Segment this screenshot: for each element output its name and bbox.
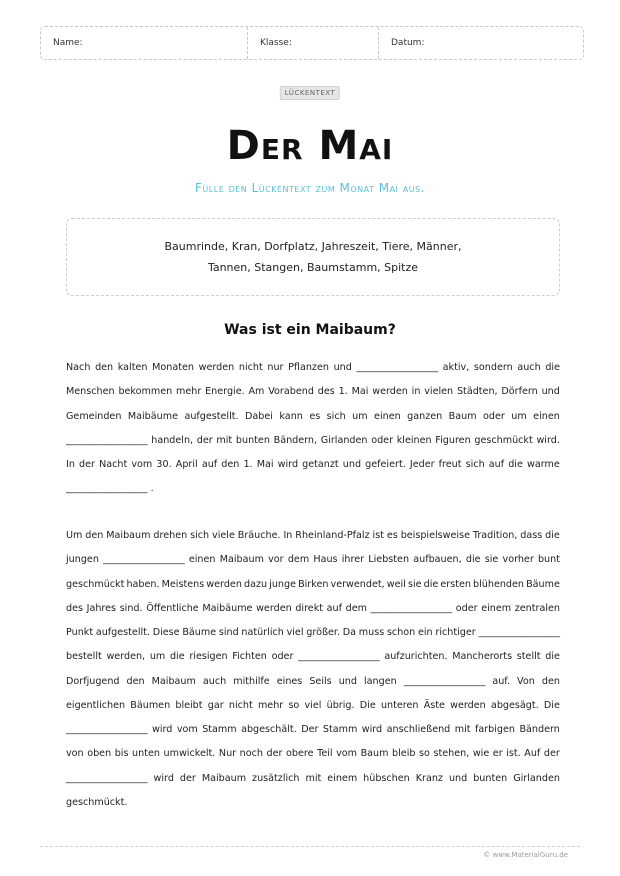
- datum-field[interactable]: [379, 27, 583, 59]
- text-line: Dorfjugend den Maibaum auch mithilfe eines Seils und langen _________________ auf. Von den: [66, 675, 560, 687]
- text-line: Menschen bekommen mehr Energie. Am Vorabend des 1. Mai werden in vielen Städten, Dörfern und: [66, 386, 560, 398]
- text-line: jungen _________________ einen Maibaum vor dem Haus ihrer Liebsten aufbauen, die sie vorher bunt: [66, 554, 560, 566]
- datum-label: Datum:: [391, 38, 425, 48]
- footer-divider: [40, 846, 580, 847]
- text-line: eigentlichen Bäumen bleibt gar nicht mehr so viel übrig. Die unteren Äste werden abgesägt. Die: [66, 699, 560, 711]
- page-title: Der Mai: [226, 123, 394, 169]
- name-label: Name:: [53, 38, 83, 48]
- klasse-field[interactable]: [248, 27, 379, 59]
- paragraph-1: [66, 356, 560, 502]
- text-line: geschmückt.: [66, 796, 128, 808]
- section-title: Was ist ein Maibaum?: [224, 322, 396, 338]
- word-bank: [66, 218, 560, 296]
- page-subtitle: Fülle den Lückentext zum Monat Mai aus.: [195, 181, 425, 195]
- text-line: _________________ wird vom Stamm abgeschält. Der Stamm wird anschließend mit farbigen Bändern: [66, 724, 560, 735]
- text-line: bestellt werden, um die riesigen Fichten oder _________________ aufzurichten. Mancherorts stellt die: [66, 651, 560, 663]
- paragraph-2: [66, 524, 560, 815]
- text-line: geschmückt haben. Meistens werden dazu junge Birken verwendet, weil sie die ersten blühenden Bäume: [66, 578, 560, 590]
- text-line: Nach den kalten Monaten werden nicht nur Pflanzen und _________________ aktiv, sondern auch die: [66, 362, 560, 373]
- worksheet-type-tag: LÜCKENTEXT: [280, 86, 340, 100]
- name-field[interactable]: [41, 27, 248, 59]
- text-line: _________________ .: [66, 483, 154, 495]
- word-bank-line-2: Tannen, Stangen, Baumstamm, Spitze: [207, 261, 419, 274]
- text-line: _________________ wird der Maibaum zusätzlich mit einem hübschen Kranz und bunten Girlanden: [66, 772, 560, 784]
- text-line: In der Nacht vom 30. April auf den 1. Mai wird getanzt und gefeiert. Jeder freut sich auf die warme: [66, 459, 560, 470]
- klasse-label: Klasse:: [260, 38, 292, 48]
- student-info-header: [40, 26, 584, 60]
- text-line: von oben bis unten umwickelt. Nur noch der obere Teil vom Baum bleib so stehen, wie er ist. Auf der: [66, 748, 560, 760]
- text-line: _________________ handeln, der mit bunten Bändern, Girlanden oder kleinen Figuren geschmückt wird.: [66, 434, 560, 446]
- text-line: Punkt aufgestellt. Diese Bäume sind natürlich viel größer. Da muss schon ein richtiger _________________: [66, 627, 560, 638]
- text-line: Um den Maibaum drehen sich viele Bräuche. In Rheinland-Pfalz ist es beispielsweise Tradition, dass die: [66, 530, 560, 541]
- footer-copyright: © www.MaterialGuru.de: [483, 851, 568, 859]
- text-line: Gemeinden Maibäume aufgestellt. Dabei kann es sich um einen ganzen Baum oder um einen: [66, 410, 560, 422]
- word-bank-line-1: Baumrinde, Kran, Dorfplatz, Jahreszeit, Tiere, Männer,: [164, 240, 462, 253]
- text-line: des Jahres sind. Öffentliche Maibäume werden direkt auf dem _________________ oder einem zentralen: [66, 602, 560, 614]
